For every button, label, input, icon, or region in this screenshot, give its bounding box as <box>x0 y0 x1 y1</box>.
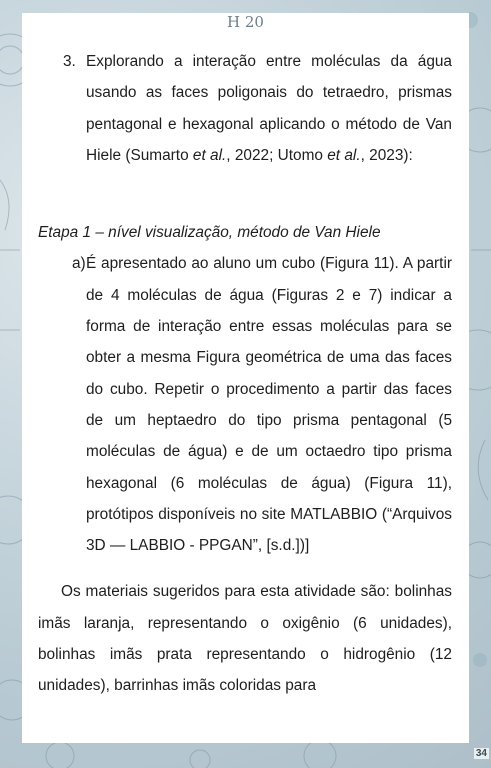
page-header-mark: H 20 <box>227 13 264 31</box>
document-page <box>22 13 469 743</box>
list-item-text: É apresentado ao aluno um cubo (Figura 11). A partir de 4 moléculas de água (Figuras 2 e 7) indicar a forma de interação entre essas moléculas para se obter a mesma Figura geométrica de uma das faces do cubo. Repetir o procedimento a partir das faces de um heptaedro do tipo prisma pentagonal (5 moléculas de água) e de um octaedro tipo prisma hexagonal (6 moléculas de água) (Figura 11), protótipos disponíveis no site MATLABBIO (“Arquivos 3D — LABBIO - PPGAN”, [s.d.])] <box>86 255 452 555</box>
body-paragraph: Os materiais sugeridos para esta atividade são: bolinhas imãs laranja, representando o oxigênio (6 unidades), bolinhas imãs prata representando o hidrogênio (12 unidades), barrinhas imãs coloridas para <box>38 583 452 695</box>
list-marker: a) <box>72 255 86 273</box>
list-item-text: Explorando a interação entre moléculas da água usando as faces poligonais do tetraedro, prismas pentagonal e hexagonal aplicando o método de Van Hiele (Sumarto et al., 2022; Utomo et al., 2023): <box>86 53 452 164</box>
list-item-a <box>38 248 452 561</box>
section-heading: Etapa 1 – nível visualização, método de Van Hiele <box>38 224 381 242</box>
page-number: 34 <box>475 748 487 759</box>
list-item-3 <box>38 13 452 171</box>
list-number: 3. <box>63 53 76 70</box>
